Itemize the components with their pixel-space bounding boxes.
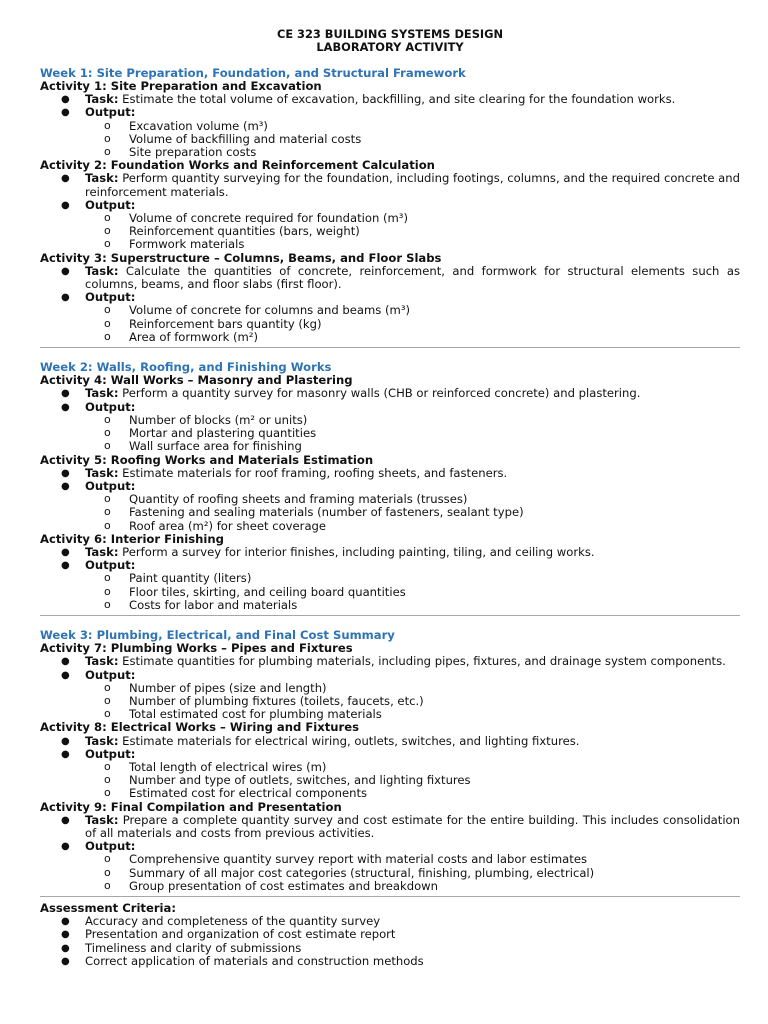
week-title: Week 3: Plumbing, Electrical, and Final Cost Summary [40, 627, 395, 642]
task-text: Perform quantity surveying for the foundation, including footings, columns, and the required concrete and reinforcement materials. [85, 171, 740, 199]
bullet-icon: ● [61, 929, 70, 941]
circle-bullet-icon: o [104, 412, 111, 426]
task-text: Calculate the quantities of concrete, reinforcement, and formwork for structural elements such as columns, beams, and floor slabs (first floor). [85, 263, 740, 292]
bullet-icon: ● [61, 546, 70, 558]
output-subitem [40, 440, 740, 453]
output-text: Summary of all major cost categories (structural, finishing, plumbing, electrical) [129, 865, 595, 880]
task-item [40, 467, 740, 480]
task-text: Prepare a complete quantity survey and cost estimate for the entire building. This includes consolidation of all materials and costs from previous activities. [85, 812, 740, 840]
assessment-item [40, 955, 740, 968]
output-subitem [40, 708, 740, 721]
course-title: CE 323 BUILDING SYSTEMS DESIGN [276, 27, 504, 41]
task-label: Task: [85, 92, 119, 107]
assessment-section [40, 902, 740, 968]
task-text: Estimate quantities for plumbing materials, including pipes, fixtures, and drainage system components. [122, 654, 726, 669]
circle-bullet-icon: o [104, 773, 111, 787]
section-divider [40, 615, 740, 616]
output-label: Output: [85, 667, 136, 682]
task-item [40, 735, 740, 748]
task-label: Task: [85, 171, 119, 186]
output-text: Number and type of outlets, switches, and lighting fixtures [129, 773, 471, 788]
activity-title: Activity 5: Roofing Works and Materials Estimation [40, 452, 374, 467]
task-text: Perform a survey for interior finishes, including painting, tiling, and ceiling works. [122, 544, 595, 559]
task-item [40, 655, 740, 668]
circle-bullet-icon: o [104, 865, 111, 879]
task-label: Task: [85, 263, 119, 278]
week-section [40, 361, 740, 616]
circle-bullet-icon: o [104, 211, 111, 225]
output-text: Floor tiles, skirting, and ceiling board quantities [129, 584, 406, 599]
output-label: Output: [85, 105, 136, 120]
assessment-text: Timeliness and clarity of submissions [85, 940, 302, 955]
output-text: Formwork materials [129, 237, 245, 252]
output-text: Number of blocks (m² or units) [129, 412, 308, 427]
task-label: Task: [85, 812, 119, 827]
bullet-icon: ● [61, 841, 70, 853]
circle-bullet-icon: o [104, 693, 111, 707]
task-label: Task: [85, 465, 119, 480]
circle-bullet-icon: o [104, 707, 111, 721]
output-text: Total length of electrical wires (m) [129, 759, 327, 774]
circle-bullet-icon: o [104, 439, 111, 453]
circle-bullet-icon: o [104, 224, 111, 238]
output-label: Output: [85, 558, 136, 573]
week-section [40, 67, 740, 348]
circle-bullet-icon: o [104, 145, 111, 159]
output-text: Fastening and sealing materials (number of fasteners, sealant type) [129, 505, 524, 520]
bullet-icon: ● [61, 173, 70, 185]
output-subitem [40, 520, 740, 533]
bullet-icon: ● [61, 401, 70, 413]
document-title [40, 28, 740, 55]
output-subitem [40, 880, 740, 893]
circle-bullet-icon: o [104, 131, 111, 145]
circle-bullet-icon: o [104, 680, 111, 694]
output-label: Output: [85, 197, 136, 212]
bullet-icon: ● [61, 467, 70, 479]
activity-title: Activity 4: Wall Works – Masonry and Plastering [40, 373, 353, 388]
section-divider [40, 896, 740, 897]
task-item [40, 814, 740, 840]
bullet-icon: ● [61, 814, 70, 826]
circle-bullet-icon: o [104, 571, 111, 585]
circle-bullet-icon: o [104, 329, 111, 343]
bullet-icon: ● [61, 94, 70, 106]
output-subitem [40, 331, 740, 344]
assessment-list [40, 915, 740, 968]
output-subitem [40, 238, 740, 251]
bullet-icon: ● [61, 560, 70, 572]
output-text: Reinforcement bars quantity (kg) [129, 316, 322, 331]
bullet-icon: ● [61, 199, 70, 211]
activity-title: Activity 9: Final Compilation and Presentation [40, 799, 342, 814]
task-item [40, 546, 740, 559]
task-label: Task: [85, 733, 119, 748]
assessment-text: Presentation and organization of cost estimate report [85, 927, 396, 942]
task-text: Estimate materials for roof framing, roofing sheets, and fasteners. [122, 465, 508, 480]
assessment-text: Accuracy and completeness of the quantity survey [85, 914, 381, 929]
activity-title: Activity 2: Foundation Works and Reinforcement Calculation [40, 158, 435, 173]
output-text: Site preparation costs [129, 145, 257, 160]
output-text: Costs for labor and materials [129, 597, 298, 612]
activity-heading: LABORATORY ACTIVITY [316, 40, 464, 55]
output-text: Volume of concrete for columns and beams (m³) [129, 303, 410, 318]
task-item [40, 172, 740, 198]
circle-bullet-icon: o [104, 492, 111, 506]
output-text: Group presentation of cost estimates and breakdown [129, 878, 438, 893]
circle-bullet-icon: o [104, 237, 111, 251]
activity-title: Activity 6: Interior Finishing [40, 531, 224, 546]
bullet-icon: ● [61, 748, 70, 760]
output-label: Output: [85, 290, 136, 305]
activity-title: Activity 7: Plumbing Works – Pipes and Fixtures [40, 641, 353, 656]
output-text: Reinforcement quantities (bars, weight) [129, 224, 360, 239]
circle-bullet-icon: o [104, 852, 111, 866]
section-divider [40, 347, 740, 348]
circle-bullet-icon: o [104, 518, 111, 532]
bullet-icon: ● [61, 669, 70, 681]
output-text: Comprehensive quantity survey report with material costs and labor estimates [129, 852, 587, 867]
circle-bullet-icon: o [104, 759, 111, 773]
output-text: Paint quantity (liters) [129, 571, 252, 586]
circle-bullet-icon: o [104, 584, 111, 598]
bullet-icon: ● [61, 107, 70, 119]
bullet-icon: ● [61, 735, 70, 747]
circle-bullet-icon: o [104, 786, 111, 800]
circle-bullet-icon: o [104, 597, 111, 611]
task-label: Task: [85, 544, 119, 559]
output-subitem [40, 787, 740, 800]
output-text: Number of plumbing fixtures (toilets, faucets, etc.) [129, 693, 424, 708]
week-title: Week 2: Walls, Roofing, and Finishing Works [40, 360, 332, 375]
output-label: Output: [85, 839, 136, 854]
output-text: Quantity of roofing sheets and framing materials (trusses) [129, 492, 468, 507]
circle-bullet-icon: o [104, 316, 111, 330]
task-item [40, 93, 740, 106]
assessment-title: Assessment Criteria: [40, 901, 176, 915]
bullet-icon: ● [61, 942, 70, 954]
activity-title: Activity 1: Site Preparation and Excavation [40, 79, 322, 94]
output-text: Area of formwork (m²) [129, 329, 258, 344]
output-label: Output: [85, 478, 136, 493]
circle-bullet-icon: o [104, 118, 111, 132]
assessment-text: Correct application of materials and construction methods [85, 953, 424, 968]
task-item [40, 265, 740, 291]
bullet-icon: ● [61, 656, 70, 668]
task-text: Perform a quantity survey for masonry walls (CHB or reinforced concrete) and plastering. [122, 386, 641, 401]
output-text: Wall surface area for finishing [129, 439, 302, 454]
output-text: Volume of backfilling and material costs [129, 131, 362, 146]
circle-bullet-icon: o [104, 505, 111, 519]
task-item [40, 387, 740, 400]
circle-bullet-icon: o [104, 426, 111, 440]
output-subitem [40, 146, 740, 159]
task-text: Estimate materials for electrical wiring, outlets, switches, and lighting fixtures. [122, 733, 580, 748]
output-text: Number of pipes (size and length) [129, 680, 327, 695]
output-text: Excavation volume (m³) [129, 118, 268, 133]
bullet-icon: ● [61, 265, 70, 277]
weeks-container [40, 67, 740, 897]
bullet-icon: ● [61, 388, 70, 400]
task-label: Task: [85, 654, 119, 669]
week-section [40, 629, 740, 897]
output-text: Total estimated cost for plumbing materials [129, 707, 382, 722]
bullet-icon: ● [61, 292, 70, 304]
bullet-icon: ● [61, 480, 70, 492]
output-subitem [40, 599, 740, 612]
circle-bullet-icon: o [104, 303, 111, 317]
bullet-icon: ● [61, 955, 70, 967]
output-text: Estimated cost for electrical components [129, 786, 368, 801]
week-title: Week 1: Site Preparation, Foundation, and Structural Framework [40, 65, 466, 80]
output-text: Mortar and plastering quantities [129, 426, 317, 441]
document-page [40, 28, 740, 968]
output-text: Roof area (m²) for sheet coverage [129, 518, 327, 533]
activity-title: Activity 8: Electrical Works – Wiring and Fixtures [40, 720, 359, 735]
task-text: Estimate the total volume of excavation, backfilling, and site clearing for the foundation works. [122, 92, 676, 107]
task-label: Task: [85, 386, 119, 401]
output-text: Volume of concrete required for foundation (m³) [129, 211, 408, 226]
bullet-icon: ● [61, 916, 70, 928]
output-label: Output: [85, 746, 136, 761]
circle-bullet-icon: o [104, 878, 111, 892]
output-label: Output: [85, 399, 136, 414]
activity-title: Activity 3: Superstructure – Columns, Beams, and Floor Slabs [40, 250, 442, 265]
